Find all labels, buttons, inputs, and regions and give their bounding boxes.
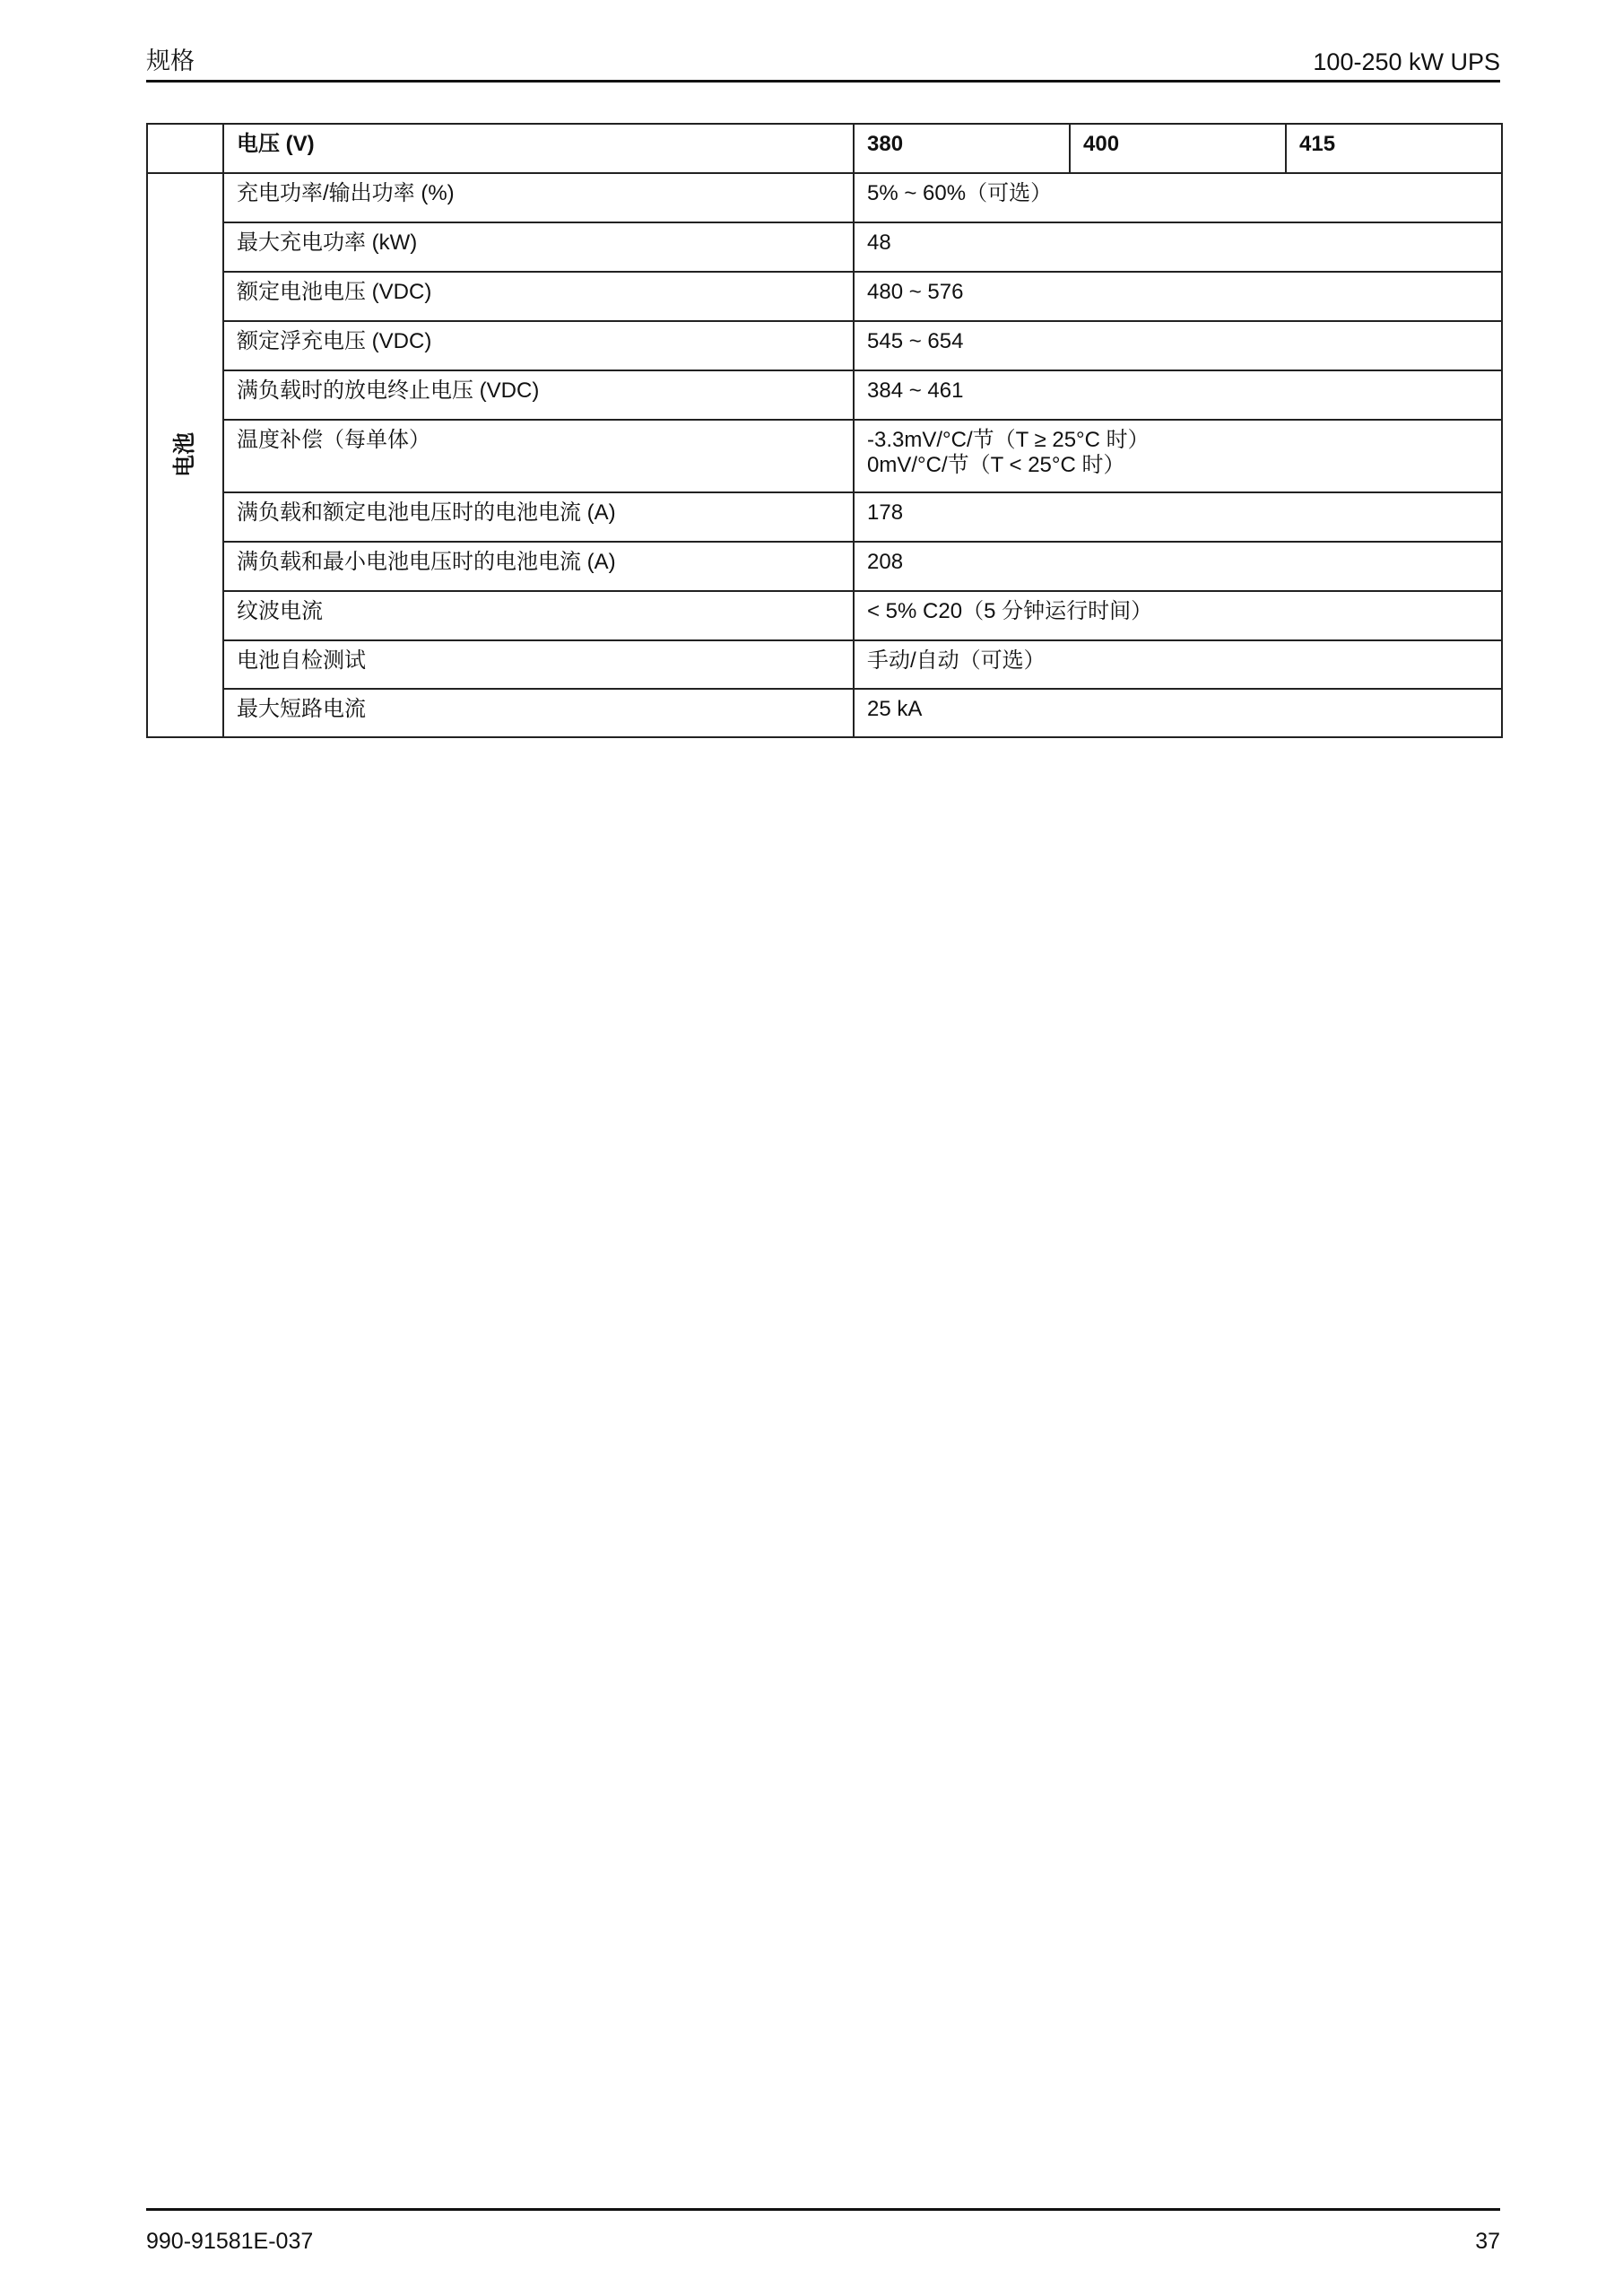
- voltage-380-header: 380: [854, 124, 1070, 173]
- table-row: [147, 640, 1502, 689]
- value-line: 25 kA: [867, 697, 923, 721]
- value-line: -3.3mV/°C/节（T ≥ 25°C 时）: [867, 428, 1150, 452]
- row-value: [854, 420, 1502, 492]
- row-label: 额定浮充电压 (VDC): [223, 321, 854, 370]
- header-empty-cell: [147, 124, 223, 173]
- value-line: 178: [867, 500, 904, 525]
- row-value: [854, 272, 1502, 321]
- product-name: 100-250 kW UPS: [1313, 48, 1500, 75]
- value-line: 545 ~ 654: [867, 329, 964, 353]
- value-line: 0mV/°C/节（T < 25°C 时）: [867, 453, 1125, 477]
- value-line: 480 ~ 576: [867, 280, 964, 304]
- row-value: [854, 173, 1502, 222]
- row-label: 最大短路电流: [223, 689, 854, 737]
- voltage-header: 电压 (V): [223, 124, 854, 173]
- page-header: [146, 45, 1500, 83]
- table-row: [147, 492, 1502, 542]
- battery-spec-table: [146, 123, 1503, 738]
- row-label: 满负载和最小电池电压时的电池电流 (A): [223, 542, 854, 591]
- table-header-row: [147, 124, 1502, 173]
- value-line: 手动/自动（可选）: [867, 648, 1046, 673]
- voltage-415-header: 415: [1286, 124, 1502, 173]
- page-number: 37: [1475, 2229, 1500, 2254]
- table-row: [147, 370, 1502, 420]
- row-value: [854, 321, 1502, 370]
- value-line: 48: [867, 230, 891, 255]
- value-line: 5% ~ 60%（可选）: [867, 181, 1053, 205]
- row-label: 充电功率/输出功率 (%): [223, 173, 854, 222]
- voltage-400-header: 400: [1070, 124, 1286, 173]
- row-value: [854, 591, 1502, 640]
- table-row: [147, 542, 1502, 591]
- table-row: [147, 272, 1502, 321]
- table-row: [147, 321, 1502, 370]
- row-value: [854, 689, 1502, 737]
- battery-group-cell: [147, 173, 223, 737]
- row-label: 温度补偿（每单体）: [223, 420, 854, 492]
- table-row: [147, 222, 1502, 272]
- row-label: 满负载时的放电终止电压 (VDC): [223, 370, 854, 420]
- row-label: 额定电池电压 (VDC): [223, 272, 854, 321]
- table-row: [147, 689, 1502, 737]
- page-footer: [146, 2208, 1500, 2255]
- row-value: [854, 492, 1502, 542]
- table-row: [147, 173, 1502, 222]
- row-label: 满负载和额定电池电压时的电池电流 (A): [223, 492, 854, 542]
- table-row: [147, 591, 1502, 640]
- value-line: 384 ~ 461: [867, 378, 964, 403]
- row-label: 电池自检测试: [223, 640, 854, 689]
- row-value: [854, 370, 1502, 420]
- row-label: 最大充电功率 (kW): [223, 222, 854, 272]
- battery-group-label: 电池: [172, 431, 198, 478]
- row-value: [854, 640, 1502, 689]
- table-row: [147, 420, 1502, 492]
- value-line: 208: [867, 550, 904, 574]
- row-value: [854, 542, 1502, 591]
- row-label: 纹波电流: [223, 591, 854, 640]
- section-title: 规格: [146, 48, 195, 74]
- row-value: [854, 222, 1502, 272]
- document-id: 990-91581E-037: [146, 2229, 314, 2254]
- value-line: < 5% C20（5 分钟运行时间）: [867, 599, 1153, 623]
